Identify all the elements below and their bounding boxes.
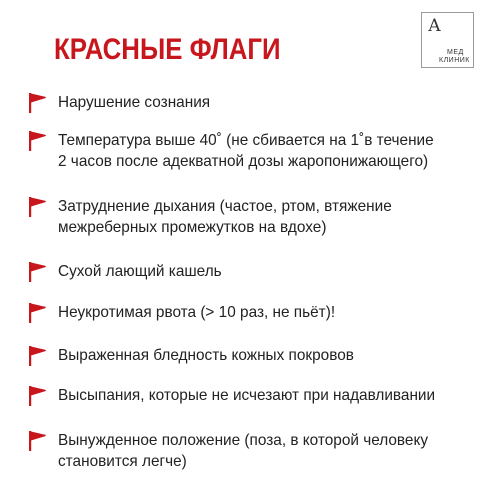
red-flag-icon [28,130,48,152]
list-item-line: Сухой лающий кашель [58,263,222,280]
list-item-text [58,261,471,282]
list-item-line: Температура выше 40˚ (не сбивается на 1˚в течение [58,132,434,149]
list-item-line: Высыпания, которые не исчезают при надавливании [58,387,436,404]
red-flag-icon [28,92,48,114]
logo-text-line1: МЕД [447,49,464,56]
red-flag-icon [28,385,48,407]
logo-letter: А [428,16,441,36]
list-item-line: Вынужденное положение (поза, в которой человеку [58,432,429,449]
list-item-text [58,430,471,472]
list-item-line: межреберных промежутков на вдохе) [58,219,327,236]
list-item-line: 2 часов после адекватной дозы жаропонижающего) [58,153,429,170]
list-item-text [58,130,471,172]
list-item-line: становится легче) [58,453,187,470]
list-item-text [58,385,471,406]
list-item-text [58,302,471,323]
red-flag-icon [28,302,48,324]
logo-text-line2: КЛИНИК [439,57,470,64]
red-flag-icon [28,261,48,283]
red-flag-icon [28,345,48,367]
red-flag-icon [28,196,48,218]
page-title: КРАСНЫЕ ФЛАГИ [54,33,281,66]
list-item-line: Выраженная бледность кожных покровов [58,347,354,364]
list-item-text [58,196,471,238]
list-item-text [58,92,471,113]
list-item-line: Затруднение дыхания (частое, ртом, втяжение [58,198,392,215]
list-item-text [58,345,471,366]
clinic-logo [421,12,474,68]
list-item-line: Нарушение сознания [58,94,211,111]
red-flag-icon [28,430,48,452]
list-item-line: Неукротимая рвота (> 10 раз, не пьёт)! [58,304,336,321]
